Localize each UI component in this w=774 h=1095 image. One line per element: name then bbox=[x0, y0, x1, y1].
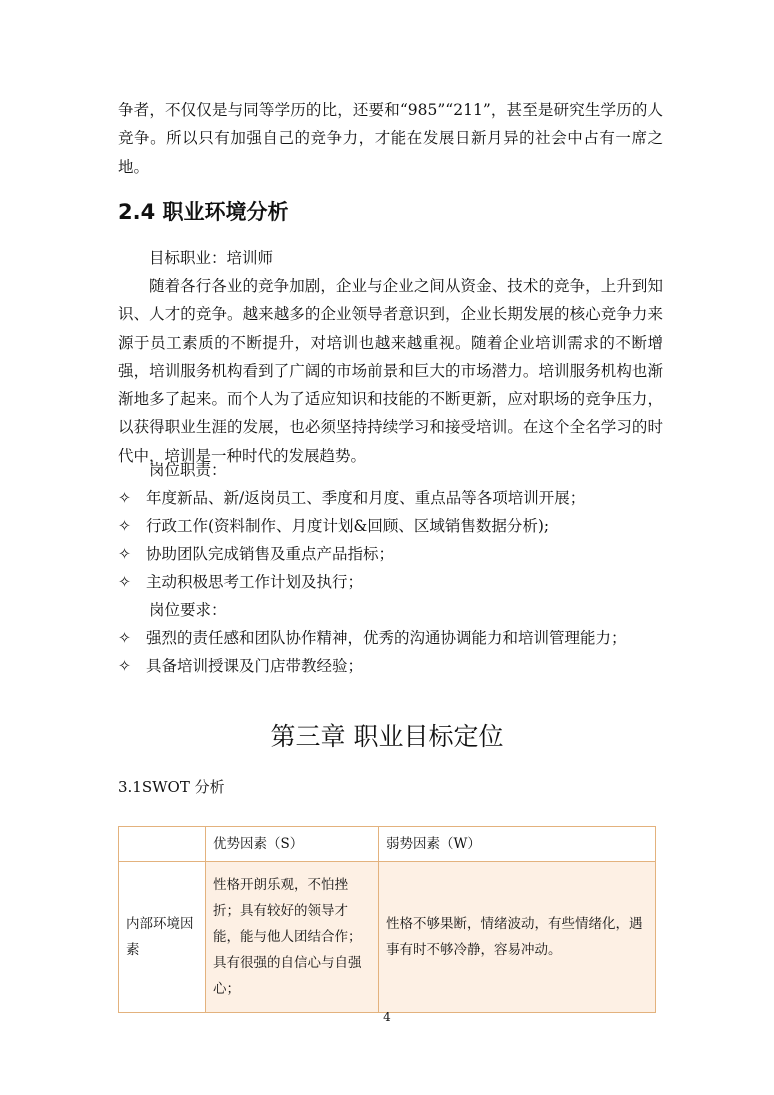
section-3-1-heading: 3.1SWOT 分析 bbox=[118, 778, 225, 796]
bullet-diamond-icon: ✧ bbox=[118, 517, 131, 535]
requirements-label: 岗位要求： bbox=[149, 601, 227, 619]
duty-text: 年度新品、新/返岗员工、季度和月度、重点品等各项培训开展； bbox=[146, 489, 586, 507]
section-2-4-heading: 2.4 职业环境分析 bbox=[118, 200, 289, 224]
bullet-diamond-icon: ✧ bbox=[118, 489, 131, 507]
duty-text: 主动积极思考工作计划及执行； bbox=[146, 573, 364, 591]
swot-row-label: 内部环境因素 bbox=[119, 862, 206, 1013]
environment-paragraph: 随着各行各业的竞争加剧，企业与企业之间从资金、技术的竞争，上升到知识、人才的竞争。越来越多的企业领导者意识到，企业长期发展的核心竞争力来源于员工素质的不断提升，对培训也越来越重视。随着企业培训需求的不断增强，培训服务机构看到了广阔的市场前景和巨大的市场潜力。培训服务机构也渐渐地多了起来。而个人为了适应知识和技能的不断更新，应对职场的竞争压力，以获得职业生涯的发展，也必须坚持持续学习和接受培训。在这个全名学习的时代中，培训是一种时代的发展趋势。 bbox=[118, 277, 663, 465]
swot-strength-header: 优势因素（S） bbox=[206, 827, 379, 862]
swot-internal-row bbox=[119, 862, 656, 1013]
bullet-diamond-icon: ✧ bbox=[118, 573, 131, 591]
duty-item bbox=[118, 484, 663, 512]
duty-item bbox=[118, 540, 663, 568]
duty-item bbox=[118, 568, 663, 596]
requirement-item bbox=[118, 624, 663, 652]
swot-strength-cell: 性格开朗乐观，不怕挫折；具有较好的领导才能，能与他人团结合作；具有很强的自信心与自强心； bbox=[206, 862, 379, 1013]
duties-label: 岗位职责： bbox=[149, 461, 227, 479]
duty-item bbox=[118, 512, 663, 540]
page-number: 4 bbox=[383, 1010, 391, 1024]
intro-paragraph: 争者，不仅仅是与同等学历的比，还要和“985”“211”，甚至是研究生学历的人竞争。所以只有加强自己的竞争力，才能在发展日新月异的社会中占有一席之地。 bbox=[118, 101, 663, 176]
swot-corner-cell bbox=[119, 827, 206, 862]
bullet-diamond-icon: ✧ bbox=[118, 657, 131, 675]
requirement-text: 强烈的责任感和团队协作精神，优秀的沟通协调能力和培训管理能力； bbox=[146, 629, 627, 647]
chapter-3-heading: 第三章 职业目标定位 bbox=[270, 722, 504, 751]
bullet-diamond-icon: ✧ bbox=[118, 629, 131, 647]
swot-table bbox=[118, 826, 656, 1013]
target-job: 目标职业：培训师 bbox=[149, 249, 274, 267]
requirement-item bbox=[118, 652, 663, 680]
requirement-text: 具备培训授课及门店带教经验； bbox=[146, 657, 364, 675]
swot-weakness-header: 弱势因素（W） bbox=[379, 827, 656, 862]
duty-text: 行政工作(资料制作、月度计划&回顾、区域销售数据分析); bbox=[146, 517, 550, 535]
bullet-diamond-icon: ✧ bbox=[118, 545, 131, 563]
swot-weakness-cell: 性格不够果断，情绪波动，有些情绪化，遇事有时不够冷静，容易冲动。 bbox=[379, 862, 656, 1013]
duty-text: 协助团队完成销售及重点产品指标； bbox=[146, 545, 395, 563]
swot-header-row bbox=[119, 827, 656, 862]
